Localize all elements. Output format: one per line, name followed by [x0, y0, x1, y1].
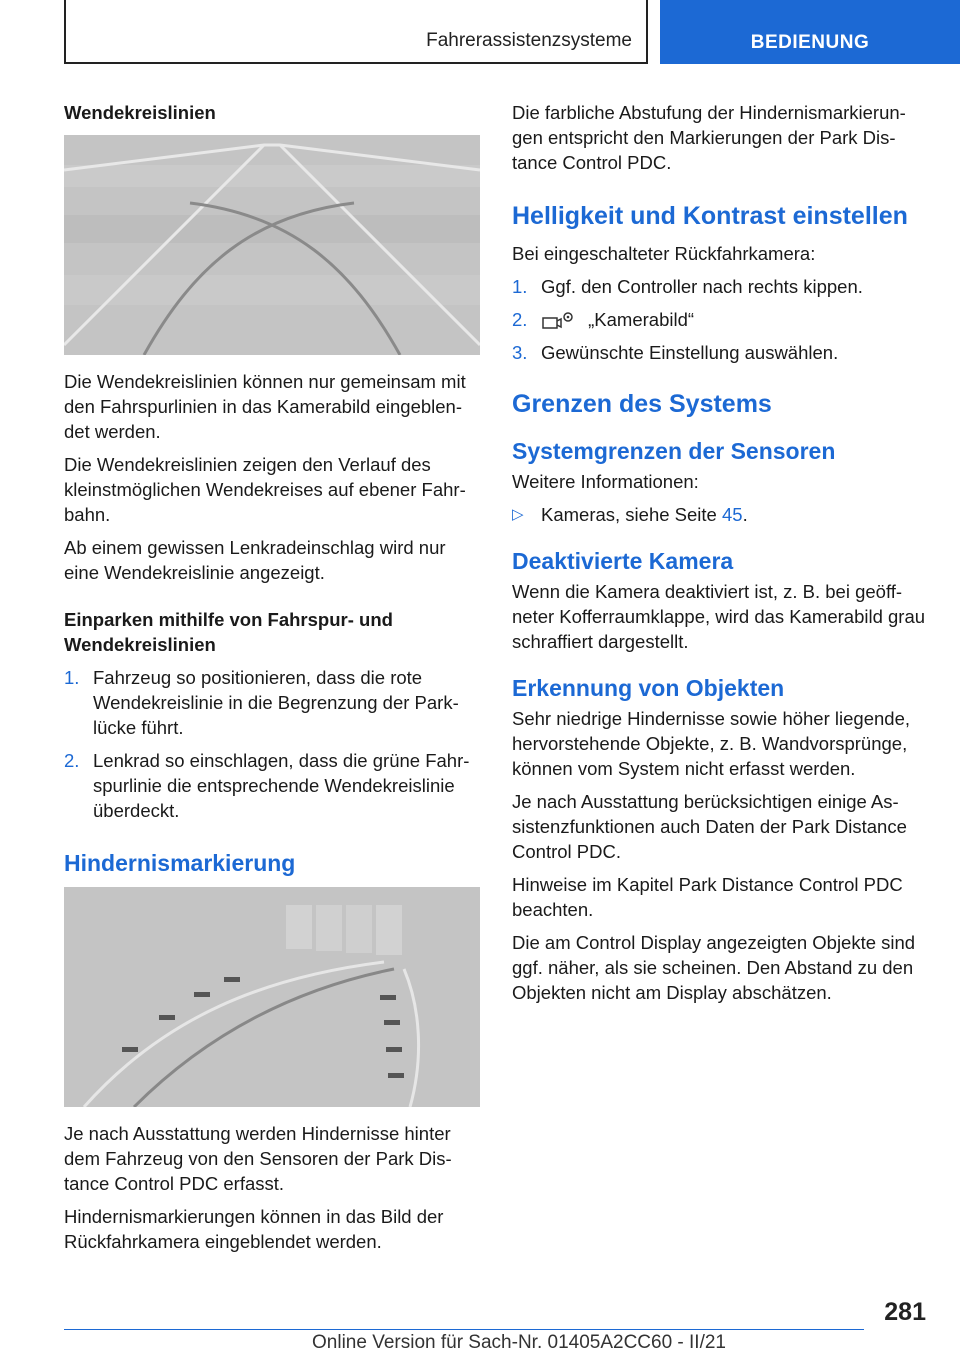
step-number: 1. [512, 276, 528, 297]
left-column [64, 100, 480, 1262]
step-item [64, 748, 480, 823]
paragraph-deaktiviert: Wenn die Kamera deaktiviert ist, z. B. bei geöff-neter Kofferraumklappe, wird das Kamerabild grau schraffiert dargestellt. [512, 581, 926, 653]
bullets-sensoren [512, 502, 930, 527]
heading-systemgrenzen-sensoren: Systemgrenzen der Sensoren [512, 438, 836, 465]
step-text: Gewünschte Einstellung auswählen. [541, 342, 839, 364]
header-chapter-label: BEDIENUNG [750, 32, 870, 53]
header-section-box [64, 0, 648, 64]
heading-hindernismarkierung: Hindernismarkierung [64, 850, 296, 876]
step-text: „Kamerabild“ [588, 309, 695, 330]
paragraph-hindernis-2: Hindernismarkierungen können in das Bild der Rückfahrkamera eingeblendet werden. [64, 1206, 444, 1252]
figure-hindernismarkierung [64, 887, 480, 1107]
heading-grenzen: Grenzen des Systems [512, 390, 772, 419]
paragraph-erkennung-4: Die am Control Display angezeigten Objekte sind ggf. näher, als sie scheinen. Den Abstand zu den Objekten nicht am Display abschätzen. [512, 932, 916, 1004]
paragraph-weitere-info: Weitere Informationen: [512, 471, 699, 493]
bullet-triangle-icon: ▷ [512, 506, 524, 524]
header-section-title: Fahrerassistenzsysteme [426, 30, 632, 51]
heading-einparken: Einparken mithilfe von Fahrspur- und Wendekreislinien [64, 609, 393, 655]
paragraph-hindernis-1: Je nach Ausstattung werden Hindernisse hinter dem Fahrzeug von den Sensoren der Park Dis-tance Control PDC erfasst. [64, 1123, 452, 1194]
step-item [512, 274, 930, 299]
bullet-item [512, 502, 930, 527]
paragraph-erkennung-1: Sehr niedrige Hindernisse sowie höher liegende, hervorstehende Objekte, z. B. Wandvorsprünge, können vom System nicht erfasst werden. [512, 708, 910, 780]
step-number: 3. [512, 342, 528, 364]
footer-online-version: Online Version für Sach-Nr. 01405A2CC60 - II/21 [312, 1332, 727, 1353]
steps-helligkeit [512, 274, 930, 365]
steps-einparken [64, 665, 480, 823]
step-item [64, 665, 480, 740]
bullet-end: . [742, 504, 748, 526]
page-number: 281 [884, 1298, 926, 1326]
camera-settings-icon [541, 310, 575, 332]
header-chapter-tab [660, 0, 960, 64]
step-item [512, 340, 930, 365]
paragraph-wendekreis-3: Ab einem gewissen Lenkradeinschlag wird nur eine Wendekreislinie angezeigt. [64, 537, 446, 583]
heading-helligkeit: Helligkeit und Kontrast einstellen [512, 202, 908, 230]
paragraph-wendekreis-2: Die Wendekreislinien zeigen den Verlauf des kleinstmöglichen Wendekreises auf ebener Fahr-bahn. [64, 454, 466, 525]
step-number: 1. [64, 667, 80, 688]
heading-erkennung: Erkennung von Objekten [512, 675, 785, 702]
paragraph-abstufung: Die farbliche Abstufung der Hindernismarkierun-gen entspricht den Markierungen der Park Dis-tance Control PDC. [512, 102, 906, 173]
heading-deaktivierte-kamera: Deaktivierte Kamera [512, 548, 734, 575]
figure-wendekreislinien [64, 135, 480, 355]
footer-divider [64, 1329, 864, 1330]
step-item [512, 307, 930, 332]
paragraph-erkennung-2: Je nach Ausstattung berücksichtigen einige As-sistenzfunktionen auch Daten der Park Distance Control PDC. [512, 791, 907, 863]
step-text: Lenkrad so einschlagen, dass die grüne Fahr-spurlinie die entsprechende Wendekreislinie überdeckt. [93, 750, 470, 821]
paragraph-bei-eingeschaltet: Bei eingeschalteter Rückfahrkamera: [512, 243, 816, 264]
heading-wendekreislinien: Wendekreislinien [64, 102, 216, 123]
page-link-45[interactable]: 45 [721, 504, 743, 526]
step-number: 2. [64, 750, 80, 771]
step-text: Fahrzeug so positionieren, dass die rote Wendekreislinie in die Begrenzung der Park-lücke führt. [93, 667, 459, 738]
paragraph-wendekreis-1: Die Wendekreislinien können nur gemeinsam mit den Fahrspurlinien in das Kamerabild eingeblen-det werden. [64, 371, 466, 442]
step-number: 2. [512, 309, 528, 330]
paragraph-erkennung-3: Hinweise im Kapitel Park Distance Control PDC beachten. [512, 874, 903, 921]
right-column [512, 100, 930, 1013]
step-text: Ggf. den Controller nach rechts kippen. [541, 276, 863, 297]
bullet-text: Kameras, siehe Seite [541, 504, 722, 526]
